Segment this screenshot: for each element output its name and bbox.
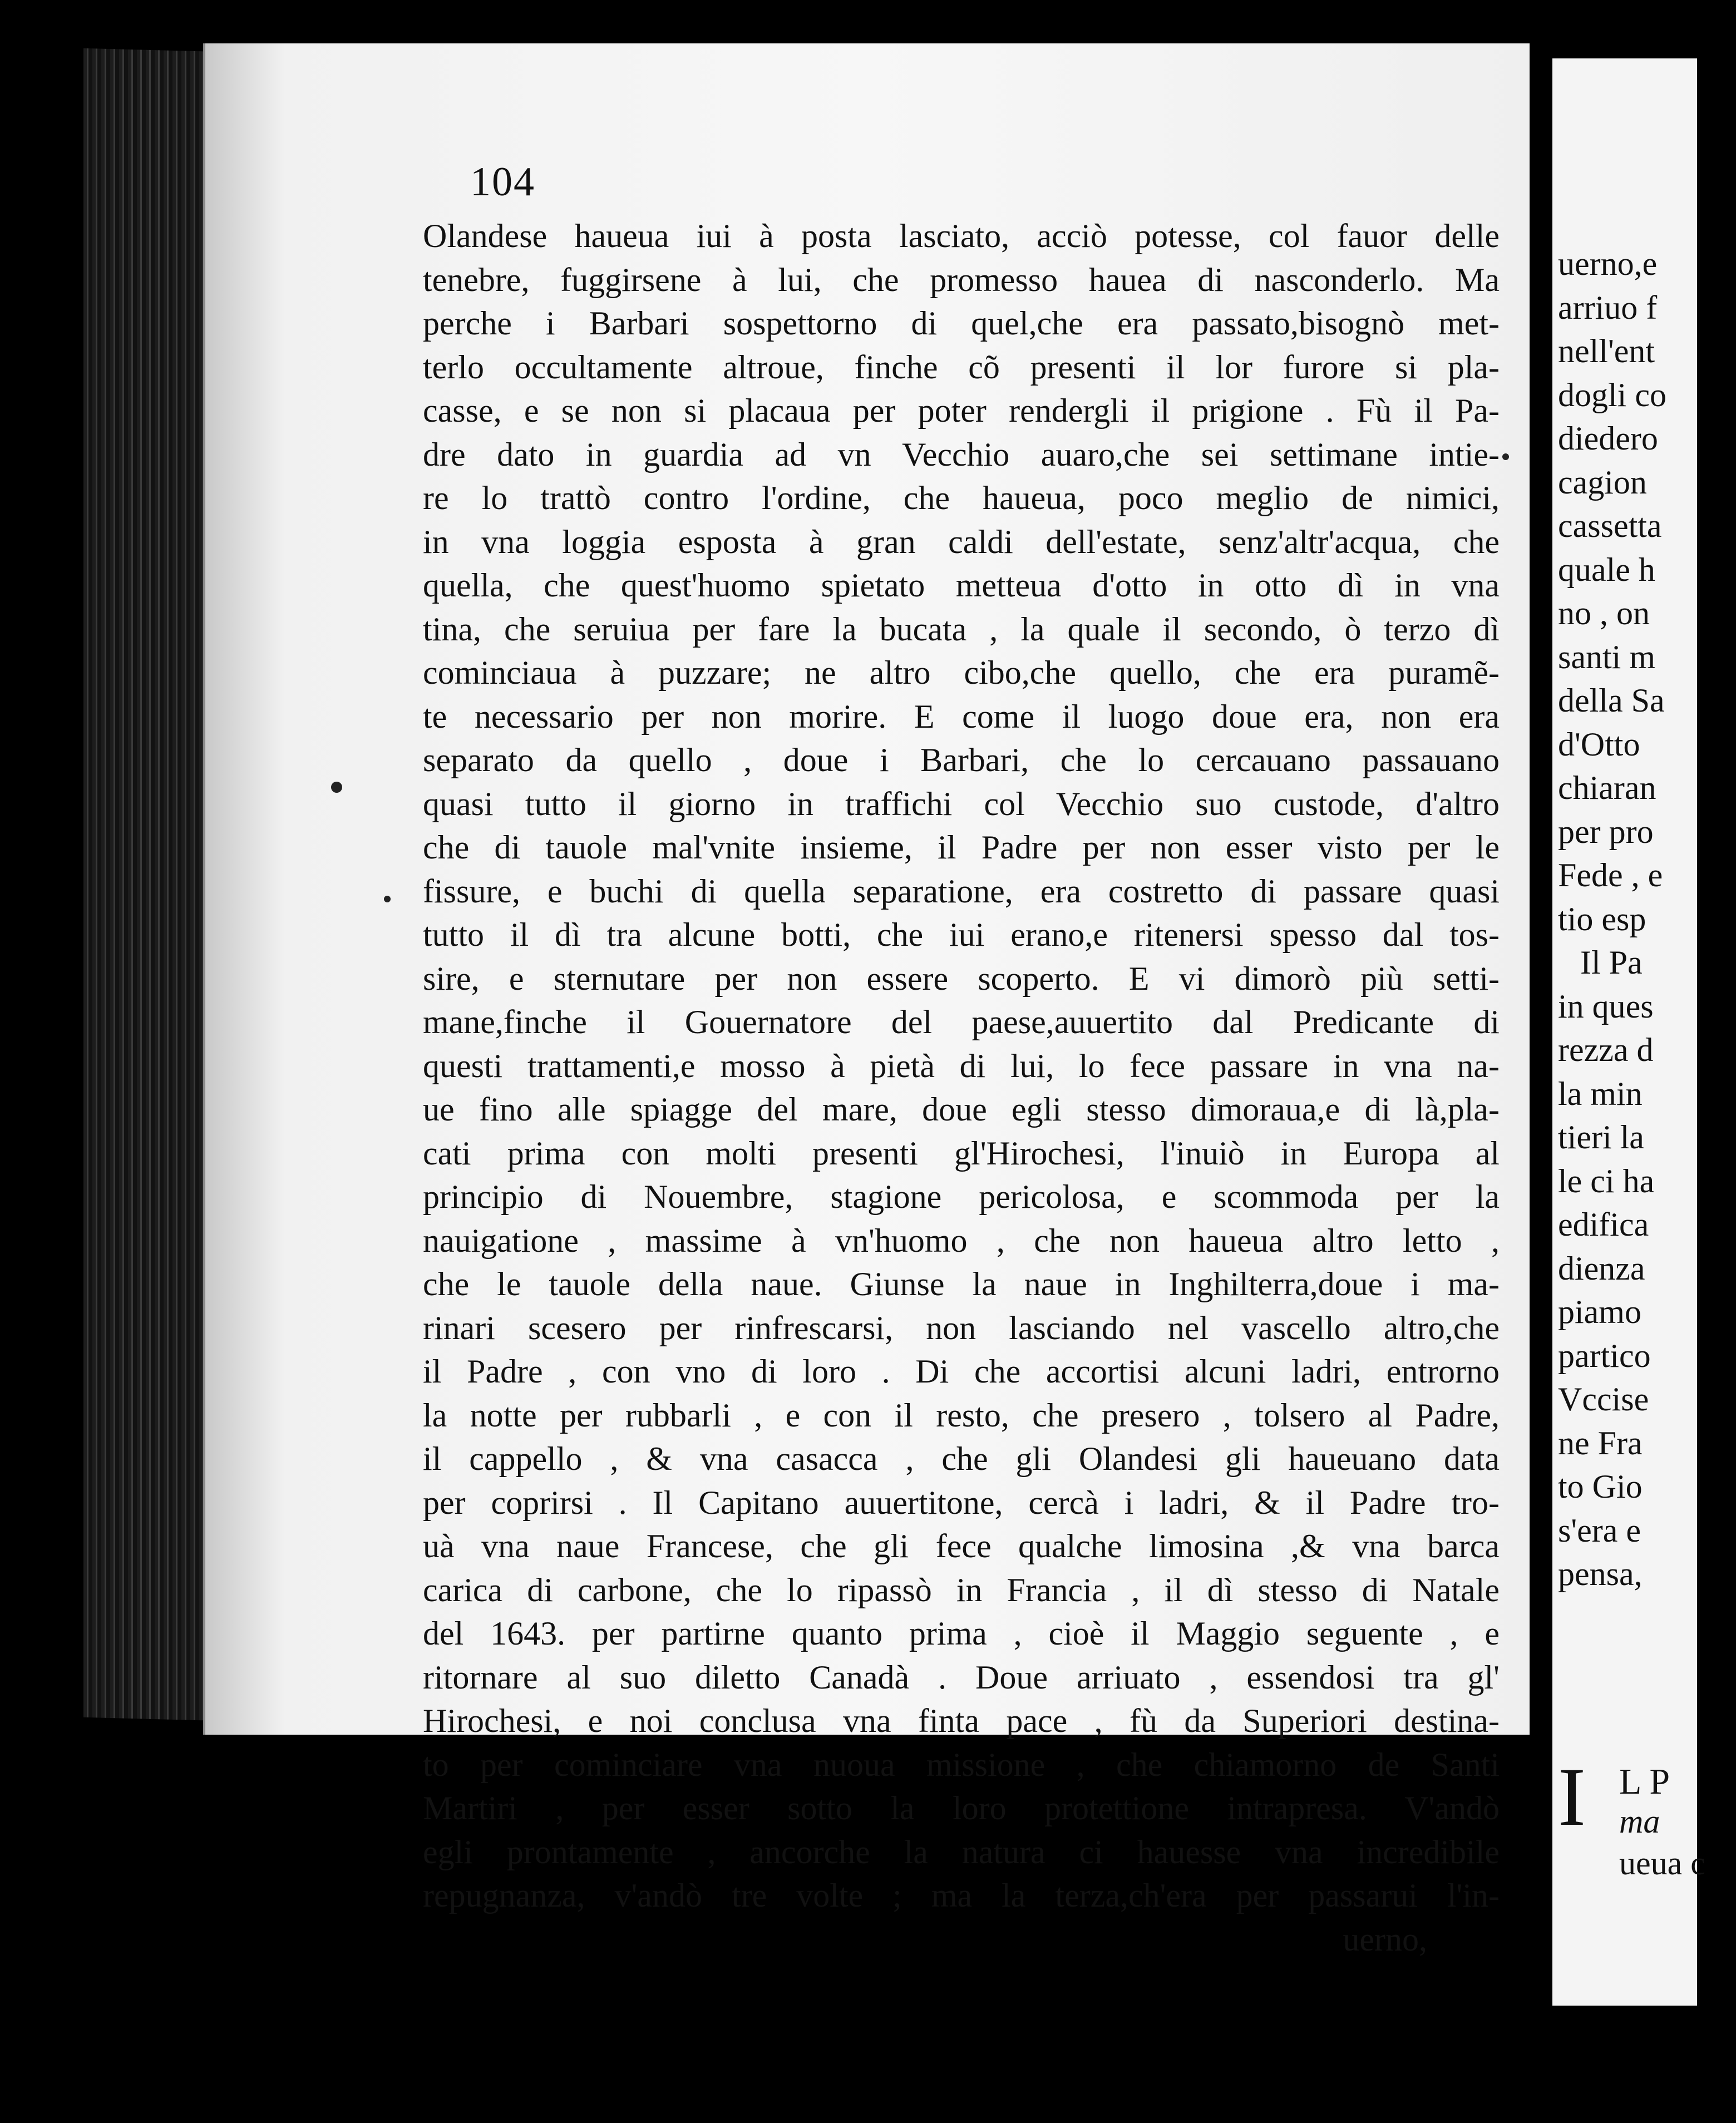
right-text-line: Fede , e	[1558, 857, 1663, 893]
text-line: il Padre , con vno di loro . Di che accortisi alcuni ladri, entrorno	[423, 1353, 1500, 1390]
right-text-line: Vccise	[1558, 1381, 1649, 1418]
right-text-line: tieri la	[1558, 1119, 1644, 1156]
ink-speck	[331, 782, 342, 793]
text-line: fissure, e buchi di quella separatione, era costretto di passare quasi	[423, 872, 1500, 910]
right-text-line: no , on	[1558, 595, 1650, 631]
text-line: egli prontamente , ancorche la natura ci hauesse vna incredibile	[423, 1833, 1500, 1870]
right-text-line: per pro	[1558, 813, 1654, 850]
text-line: cominciaua à puzzare; ne altro cibo,che quello, che era puramẽ-	[423, 654, 1500, 691]
right-text-line: chiaran	[1558, 769, 1656, 806]
text-line: questi trattamenti,e mosso à pietà di lui, lo fece passare in vna na-	[423, 1047, 1500, 1084]
right-italic-text: ma	[1619, 1803, 1660, 1840]
right-text-line: la min	[1558, 1075, 1643, 1112]
right-text-line: uerno,e	[1558, 245, 1658, 282]
text-line: in vna loggia esposta à gran caldi dell'estate, senz'altr'acqua, che	[423, 523, 1500, 560]
right-text-line: dienza	[1558, 1250, 1645, 1287]
text-line: to per cominciare vna nuoua missione , che chiamorno de Santi	[423, 1746, 1500, 1783]
text-line: dre dato in guardia ad vn Vecchio auaro,che sei settimane intie-	[423, 436, 1500, 473]
right-heading-caps: L P	[1619, 1761, 1670, 1802]
right-text-line: tio esp	[1558, 900, 1646, 937]
text-line: la notte per rubbarli , e con il resto, che presero , tolsero al Padre,	[423, 1396, 1500, 1434]
text-line: per coprirsi . Il Capitano auuertitone, cercà i ladri, & il Padre tro-	[423, 1484, 1500, 1521]
ink-speck	[1502, 453, 1509, 460]
right-text-line: quale h	[1558, 551, 1655, 588]
right-text-line: dogli co	[1558, 376, 1666, 413]
right-text-line: cagion	[1558, 463, 1647, 501]
right-text-line: santi m	[1558, 638, 1655, 675]
text-line: ue fino alle spiagge del mare, doue egli stesso dimoraua,e di là,pla-	[423, 1091, 1500, 1128]
text-line: sire, e sternutare per non essere scoperto. E vi dimorò più setti-	[423, 960, 1500, 997]
right-text-line: cassetta	[1558, 507, 1662, 544]
text-line: nauigatione , massime à vn'huomo , che non haueua altro letto ,	[423, 1222, 1500, 1259]
text-line: mane,finche il Gouernatore del paese,auuertito dal Predicante di	[423, 1004, 1500, 1040]
right-text-line: ueua c	[1619, 1845, 1705, 1882]
right-text-line: arriuo f	[1558, 289, 1658, 326]
text-line: uà vna naue Francese, che gli fece qualche limosina ,& vna barca	[423, 1528, 1500, 1564]
text-line: carica di carbone, che lo ripassò in Francia , il dì stesso di Natale	[423, 1571, 1500, 1608]
right-page-fragment	[1552, 58, 1705, 2006]
right-text-line: Il Pa	[1580, 944, 1643, 981]
text-line: casse, e se non si placaua per poter rendergli il prigione . Fù il Pa-	[423, 392, 1500, 429]
text-line: rinari scesero per rinfrescarsi, non lasciando nel vascello altro,che	[423, 1309, 1500, 1346]
text-line: tenebre, fuggirsene à lui, che promesso hauea di nasconderlo. Ma	[423, 261, 1500, 298]
text-line: quasi tutto il giorno in traffichi col Vecchio suo custode, d'altro	[423, 785, 1500, 822]
right-text-line: ne Fra	[1558, 1424, 1643, 1462]
text-line: il cappello , & vna casacca , che gli Olandesi gli haueuano data	[423, 1440, 1500, 1477]
body-text	[423, 214, 1500, 1961]
text-line: principio di Nouembre, stagione pericolosa, e scommoda per la	[423, 1178, 1500, 1215]
text-line: che di tauole mal'vnite insieme, il Padre per non esser visto per le	[423, 829, 1500, 866]
text-line: Martiri , per esser sotto la loro protettione intrapresa. V'andò	[423, 1790, 1500, 1826]
drop-cap-initial: I	[1558, 1751, 1586, 1843]
right-text-line: rezza d	[1558, 1031, 1654, 1068]
right-text-line: d'Otto	[1558, 725, 1640, 763]
text-line: terlo occultamente altroue, finche cõ presenti il lor furore si pla-	[423, 348, 1500, 386]
book-fore-edge	[83, 48, 223, 1721]
text-line: quella, che quest'huomo spietato metteua d'otto in otto dì in vna	[423, 567, 1500, 604]
right-text-line: le ci ha	[1558, 1162, 1655, 1199]
right-text-line: diedero	[1558, 420, 1658, 457]
text-line: re lo trattò contro l'ordine, che haueua, poco meglio de nimici,	[423, 480, 1500, 516]
text-line: che le tauole della naue. Giunse la naue in Inghilterra,doue i ma-	[423, 1266, 1500, 1302]
text-line: tutto il dì tra alcune botti, che iui erano,e ritenersi spesso dal tos-	[423, 916, 1500, 953]
text-line: del 1643. per partirne quanto prima , cioè il Maggio seguente , e	[423, 1615, 1500, 1652]
ink-speck	[384, 896, 391, 902]
page-number: 104	[470, 159, 535, 205]
right-text-line: edifica	[1558, 1206, 1649, 1243]
text-line: te necessario per non morire. E come il luogo doue era, non era	[423, 698, 1500, 735]
right-text-line: pensa,	[1558, 1556, 1643, 1592]
right-text-line: s'era e	[1558, 1512, 1641, 1549]
text-line: repugnanza, v'andò tre volte ; ma la terza,ch'era per passarui l'in-	[423, 1877, 1500, 1914]
right-text-line: della Sa	[1558, 682, 1665, 719]
right-page-text	[1558, 242, 1736, 1596]
right-text-line: piamo	[1558, 1293, 1641, 1330]
right-text-line: partico	[1558, 1337, 1651, 1374]
catchword: uerno,	[1343, 1920, 1427, 1958]
text-line: Olandese haueua iui à posta lasciato, acciò potesse, col fauor delle	[423, 218, 1500, 254]
text-line: Hirochesi, e noi conclusa vna finta pace , fù da Superiori destina-	[423, 1702, 1500, 1739]
text-line: tina, che seruiua per fare la bucata , la quale il secondo, ò terzo dì	[423, 610, 1500, 648]
text-line: perche i Barbari sospettorno di quel,che era passato,bisognò met-	[423, 305, 1500, 342]
right-text-line: to Gio	[1558, 1468, 1643, 1505]
right-text-line: in ques	[1558, 988, 1654, 1025]
text-line: cati prima con molti presenti gl'Hirochesi, l'inuiò in Europa al	[423, 1134, 1500, 1172]
right-text-line: nell'ent	[1558, 333, 1655, 369]
text-line: separato da quello , doue i Barbari, che lo cercauano passauano	[423, 742, 1500, 778]
text-line: ritornare al suo diletto Canadà . Doue arriuato , essendosi tra gl'	[423, 1658, 1500, 1696]
